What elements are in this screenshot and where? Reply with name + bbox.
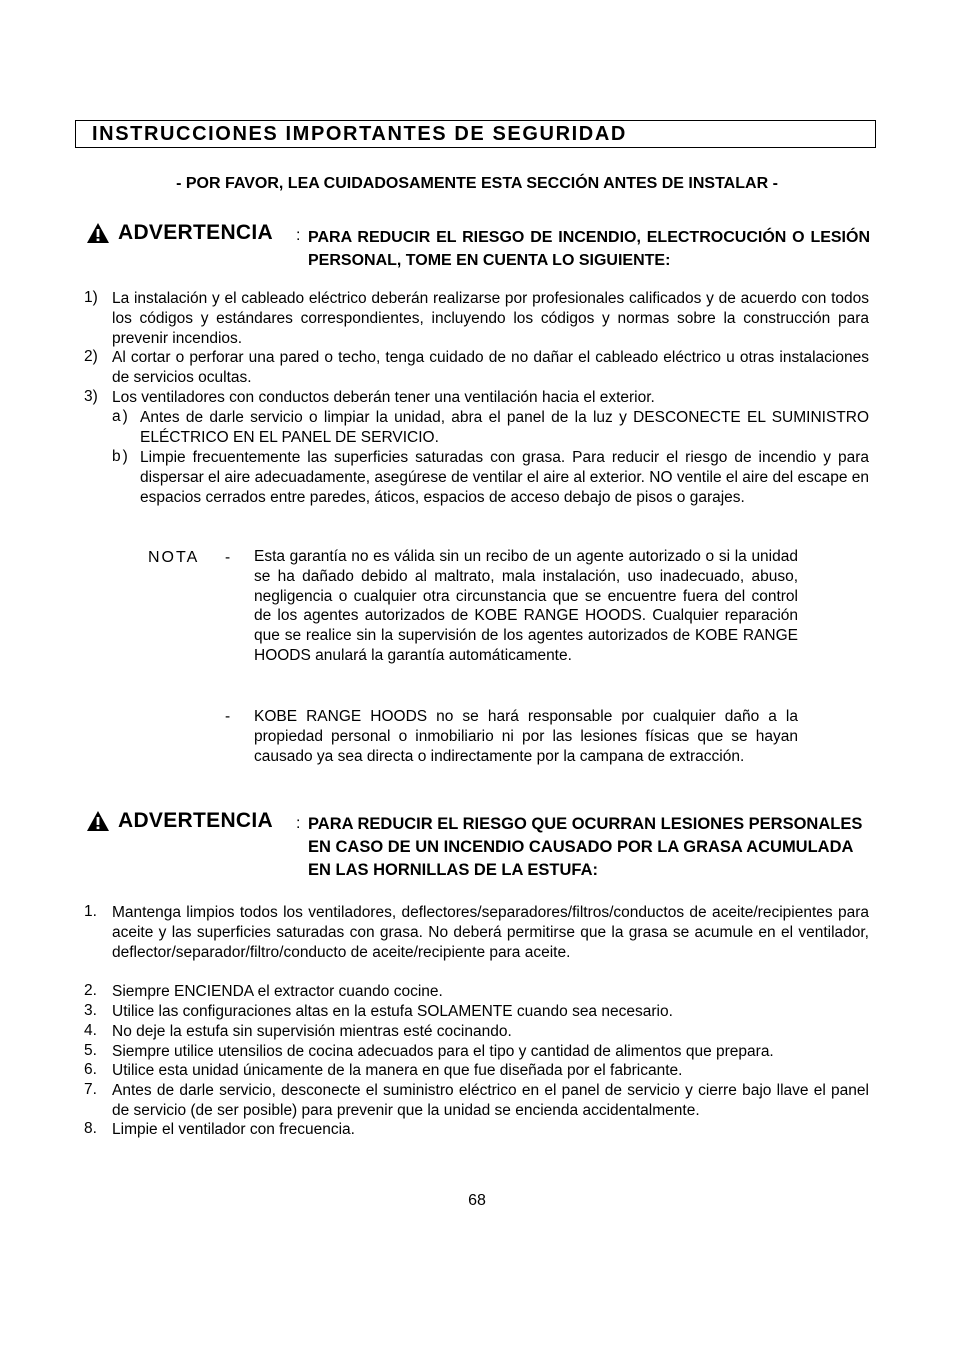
list-item [84, 388, 870, 408]
nota-item-1: Esta garantía no es válida sin un recibo de un agente autorizado o si la unidad se ha dañado debido al maltrato, mala instalación, uso inadecuado, abuso, negligencia o cualquier otra circunstancia que se encuentre fuera del control de los agentes autorizados de KOBE RANGE HOODS. Cualquier reparación que se realice sin la supervisión de los agentes autorizados de KOBE RANGE HOODS anulará la garantía automáticamente. [254, 548, 798, 664]
list-item [84, 1022, 870, 1042]
warning-label: ADVERTENCIA [118, 221, 273, 244]
sub-list-item-letter: a) [112, 408, 130, 425]
sub-list-item-letter: b) [112, 448, 130, 465]
nota-dash: - [225, 549, 231, 566]
list-item [84, 1081, 870, 1120]
nota-item-2: KOBE RANGE HOODS no se hará responsable por cualquier daño a la propiedad personal o inmobiliario ni por las lesiones físicas que se hayan causado ya sea directa o indirectamente por la campana de extracción. [254, 708, 798, 765]
list-item-number: 1. [84, 903, 97, 920]
list-item-number: 7. [84, 1081, 97, 1098]
list-item-text: Siempre utilice utensilios de cocina adecuados para el tipo y cantidad de alimentos que prepara. [112, 1043, 774, 1060]
list-item [84, 982, 870, 1002]
nota-dash: - [225, 708, 231, 725]
sub-list-item-text: Antes de darle servicio o limpiar la unidad, abra el panel de la luz y DESCONECTE EL SUMINISTRO ELÉCTRICO EN EL PANEL DE SERVICIO. [140, 409, 869, 446]
list-item [84, 348, 870, 388]
list-item-number: 4. [84, 1022, 97, 1039]
section-title-box [75, 120, 876, 148]
warning-triangle-icon [86, 222, 110, 244]
list-1 [84, 289, 870, 528]
list-item [84, 1042, 870, 1061]
list-item-text: Mantenga limpios todos los ventiladores, deflectores/separadores/filtros/conductos de aceite/recipientes para aceite y las superficies saturadas con grasa. No deberá permitirse que la grasa se acumule en el ventilador, deflector/separador/filtro/conducto de aceite/recipiente para aceite. [112, 904, 869, 961]
page-number: 68 [468, 1192, 486, 1209]
list-item-text: Limpie el ventilador con frecuencia. [112, 1121, 355, 1138]
list-item-number: 2. [84, 982, 97, 999]
list-item-number: 3) [84, 388, 98, 405]
list-item-text: Utilice esta unidad únicamente de la manera en que fue diseñada por el fabricante. [112, 1062, 683, 1079]
list-item-number: 1) [84, 289, 98, 306]
sub-list-item [84, 448, 870, 528]
list-item [84, 903, 870, 982]
list-item-text: No deje la estufa sin supervisión mientras esté cocinando. [112, 1023, 512, 1040]
warning-label: ADVERTENCIA [118, 809, 273, 832]
warning-triangle-icon [86, 810, 110, 832]
warning-colon: : [296, 227, 301, 244]
list-item-number: 2) [84, 348, 98, 365]
list-item-text: Siempre ENCIENDA el extractor cuando cocine. [112, 983, 443, 1000]
list-item [84, 1061, 870, 1081]
list-item [84, 1120, 870, 1140]
warning-colon: : [296, 815, 301, 832]
warning-text-1: PARA REDUCIR EL RIESGO DE INCENDIO, ELECTROCUCIÓN O LESIÓN PERSONAL, TOME EN CUENTA LO SIGUIENTE: [308, 229, 870, 269]
list-item-number: 8. [84, 1120, 97, 1137]
subtitle: - POR FAVOR, LEA CUIDADOSAMENTE ESTA SECCIÓN ANTES DE INSTALAR - [176, 175, 778, 192]
sub-list-item-text: Limpie frecuentemente las superficies saturadas con grasa. Para reducir el riesgo de incendio y para dispersar el aire adecuadamente, asegúrese de ventilar el aire al exterior. NO ventile el aire del escape en espacios cerrados entre paredes, áticos, espacios de acceso debajo de pisos o garajes. [140, 449, 869, 506]
list-item-text: Antes de darle servicio, desconecte el suministro eléctrico en el panel de servicio y cierre bajo llave el panel de servicio (de ser posible) para prevenir que la unidad se encienda accidentalmente. [112, 1082, 869, 1119]
list-item [84, 289, 870, 348]
list-2 [84, 903, 870, 1140]
sub-list-item [84, 408, 870, 448]
list-item-number: 5. [84, 1042, 97, 1059]
list-item-number: 3. [84, 1002, 97, 1019]
warning-text-2: PARA REDUCIR EL RIESGO QUE OCURRAN LESIONES PERSONALES EN CASO DE UN INCENDIO CAUSADO POR LA GRASA ACUMULADA EN LAS HORNILLAS DE LA ESTUFA: [308, 815, 863, 879]
list-item-text: La instalación y el cableado eléctrico deberán realizarse por profesionales calificados y de acuerdo con todos los códigos y estándares correspondientes, incluyendo los códigos y normas sobre la construcción para prevenir incendios. [112, 290, 869, 347]
list-item-text: Al cortar o perforar una pared o techo, tenga cuidado de no dañar el cableado eléctrico u otras instalaciones de servicios ocultas. [112, 349, 869, 386]
list-item-number: 6. [84, 1061, 97, 1078]
list-item-text: Los ventiladores con conductos deberán tener una ventilación hacia el exterior. [112, 389, 655, 406]
section-title: INSTRUCCIONES IMPORTANTES DE SEGURIDAD [92, 123, 627, 145]
list-item-text: Utilice las configuraciones altas en la estufa SOLAMENTE cuando sea necesario. [112, 1003, 673, 1020]
nota-label: NOTA [148, 549, 200, 566]
list-item [84, 1002, 870, 1022]
